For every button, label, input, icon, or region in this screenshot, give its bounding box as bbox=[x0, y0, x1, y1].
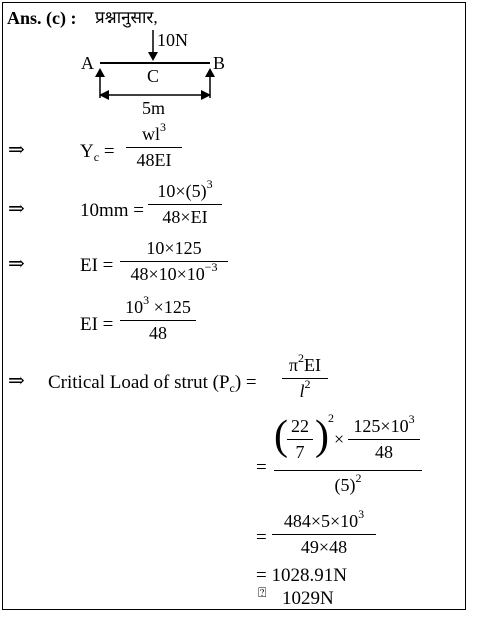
implies-arrow-1: ⇒ bbox=[8, 139, 25, 161]
approx-symbol-icon: ⍰ bbox=[258, 586, 267, 601]
eq6-times: × bbox=[334, 429, 345, 449]
point-b-label: B bbox=[213, 53, 226, 73]
result-exact: = 1028.91N bbox=[256, 565, 347, 586]
eq2-lhs: 10mm = bbox=[80, 200, 145, 221]
answer-label: Ans. (c) : bbox=[7, 8, 77, 28]
point-a-label: A bbox=[81, 53, 94, 73]
implies-arrow-3: ⇒ bbox=[8, 253, 25, 275]
eq3-fraction: 10×125 $48\times 10\times 10^{-3}$ bbox=[120, 238, 228, 284]
eq6-right-fraction: $125\times 10^3$ 48 bbox=[348, 416, 420, 462]
eq6-outer-exponent: 2 bbox=[328, 411, 334, 425]
eq6-inner-fraction: 22 7 bbox=[287, 416, 313, 462]
implies-arrow-4: ⇒ bbox=[8, 370, 25, 392]
eq6-right-paren: ) bbox=[315, 413, 329, 459]
eq3-lhs: EI = bbox=[80, 255, 114, 276]
point-c-label: C bbox=[147, 66, 160, 86]
eq4-fraction: $10^3 \times 125$ 48 bbox=[120, 297, 196, 343]
eq7-equals: = bbox=[256, 527, 267, 548]
eq1-lhs: $Y_c$ = bbox=[80, 141, 115, 164]
span-label: 5m bbox=[142, 98, 166, 118]
eq6-denominator: $(5)^2$ bbox=[334, 471, 362, 495]
hindi-label: प्रश्नानुसार, bbox=[95, 8, 158, 27]
eq2-fraction: $10\times(5)^3$ 48×EI bbox=[148, 181, 222, 227]
eq6-left-paren: ( bbox=[274, 413, 288, 459]
eq7-fraction: $484\times 5\times 10^3$ 49×48 bbox=[272, 511, 376, 557]
eq6-equals: = bbox=[256, 457, 267, 478]
eq4-lhs: EI = bbox=[80, 314, 114, 335]
load-label: 10N bbox=[157, 30, 188, 50]
eq6-fraction bbox=[274, 412, 422, 497]
eq5-fraction: $\pi^2EI$ $l^2$ bbox=[282, 355, 328, 401]
eq1-fraction: $wl^3$ 48EI bbox=[126, 124, 182, 170]
implies-arrow-2: ⇒ bbox=[8, 198, 25, 220]
result-rounded: 1029N bbox=[282, 588, 334, 609]
eq5-lhs: Critical Load of strut $(P_c)$ = bbox=[48, 372, 257, 395]
